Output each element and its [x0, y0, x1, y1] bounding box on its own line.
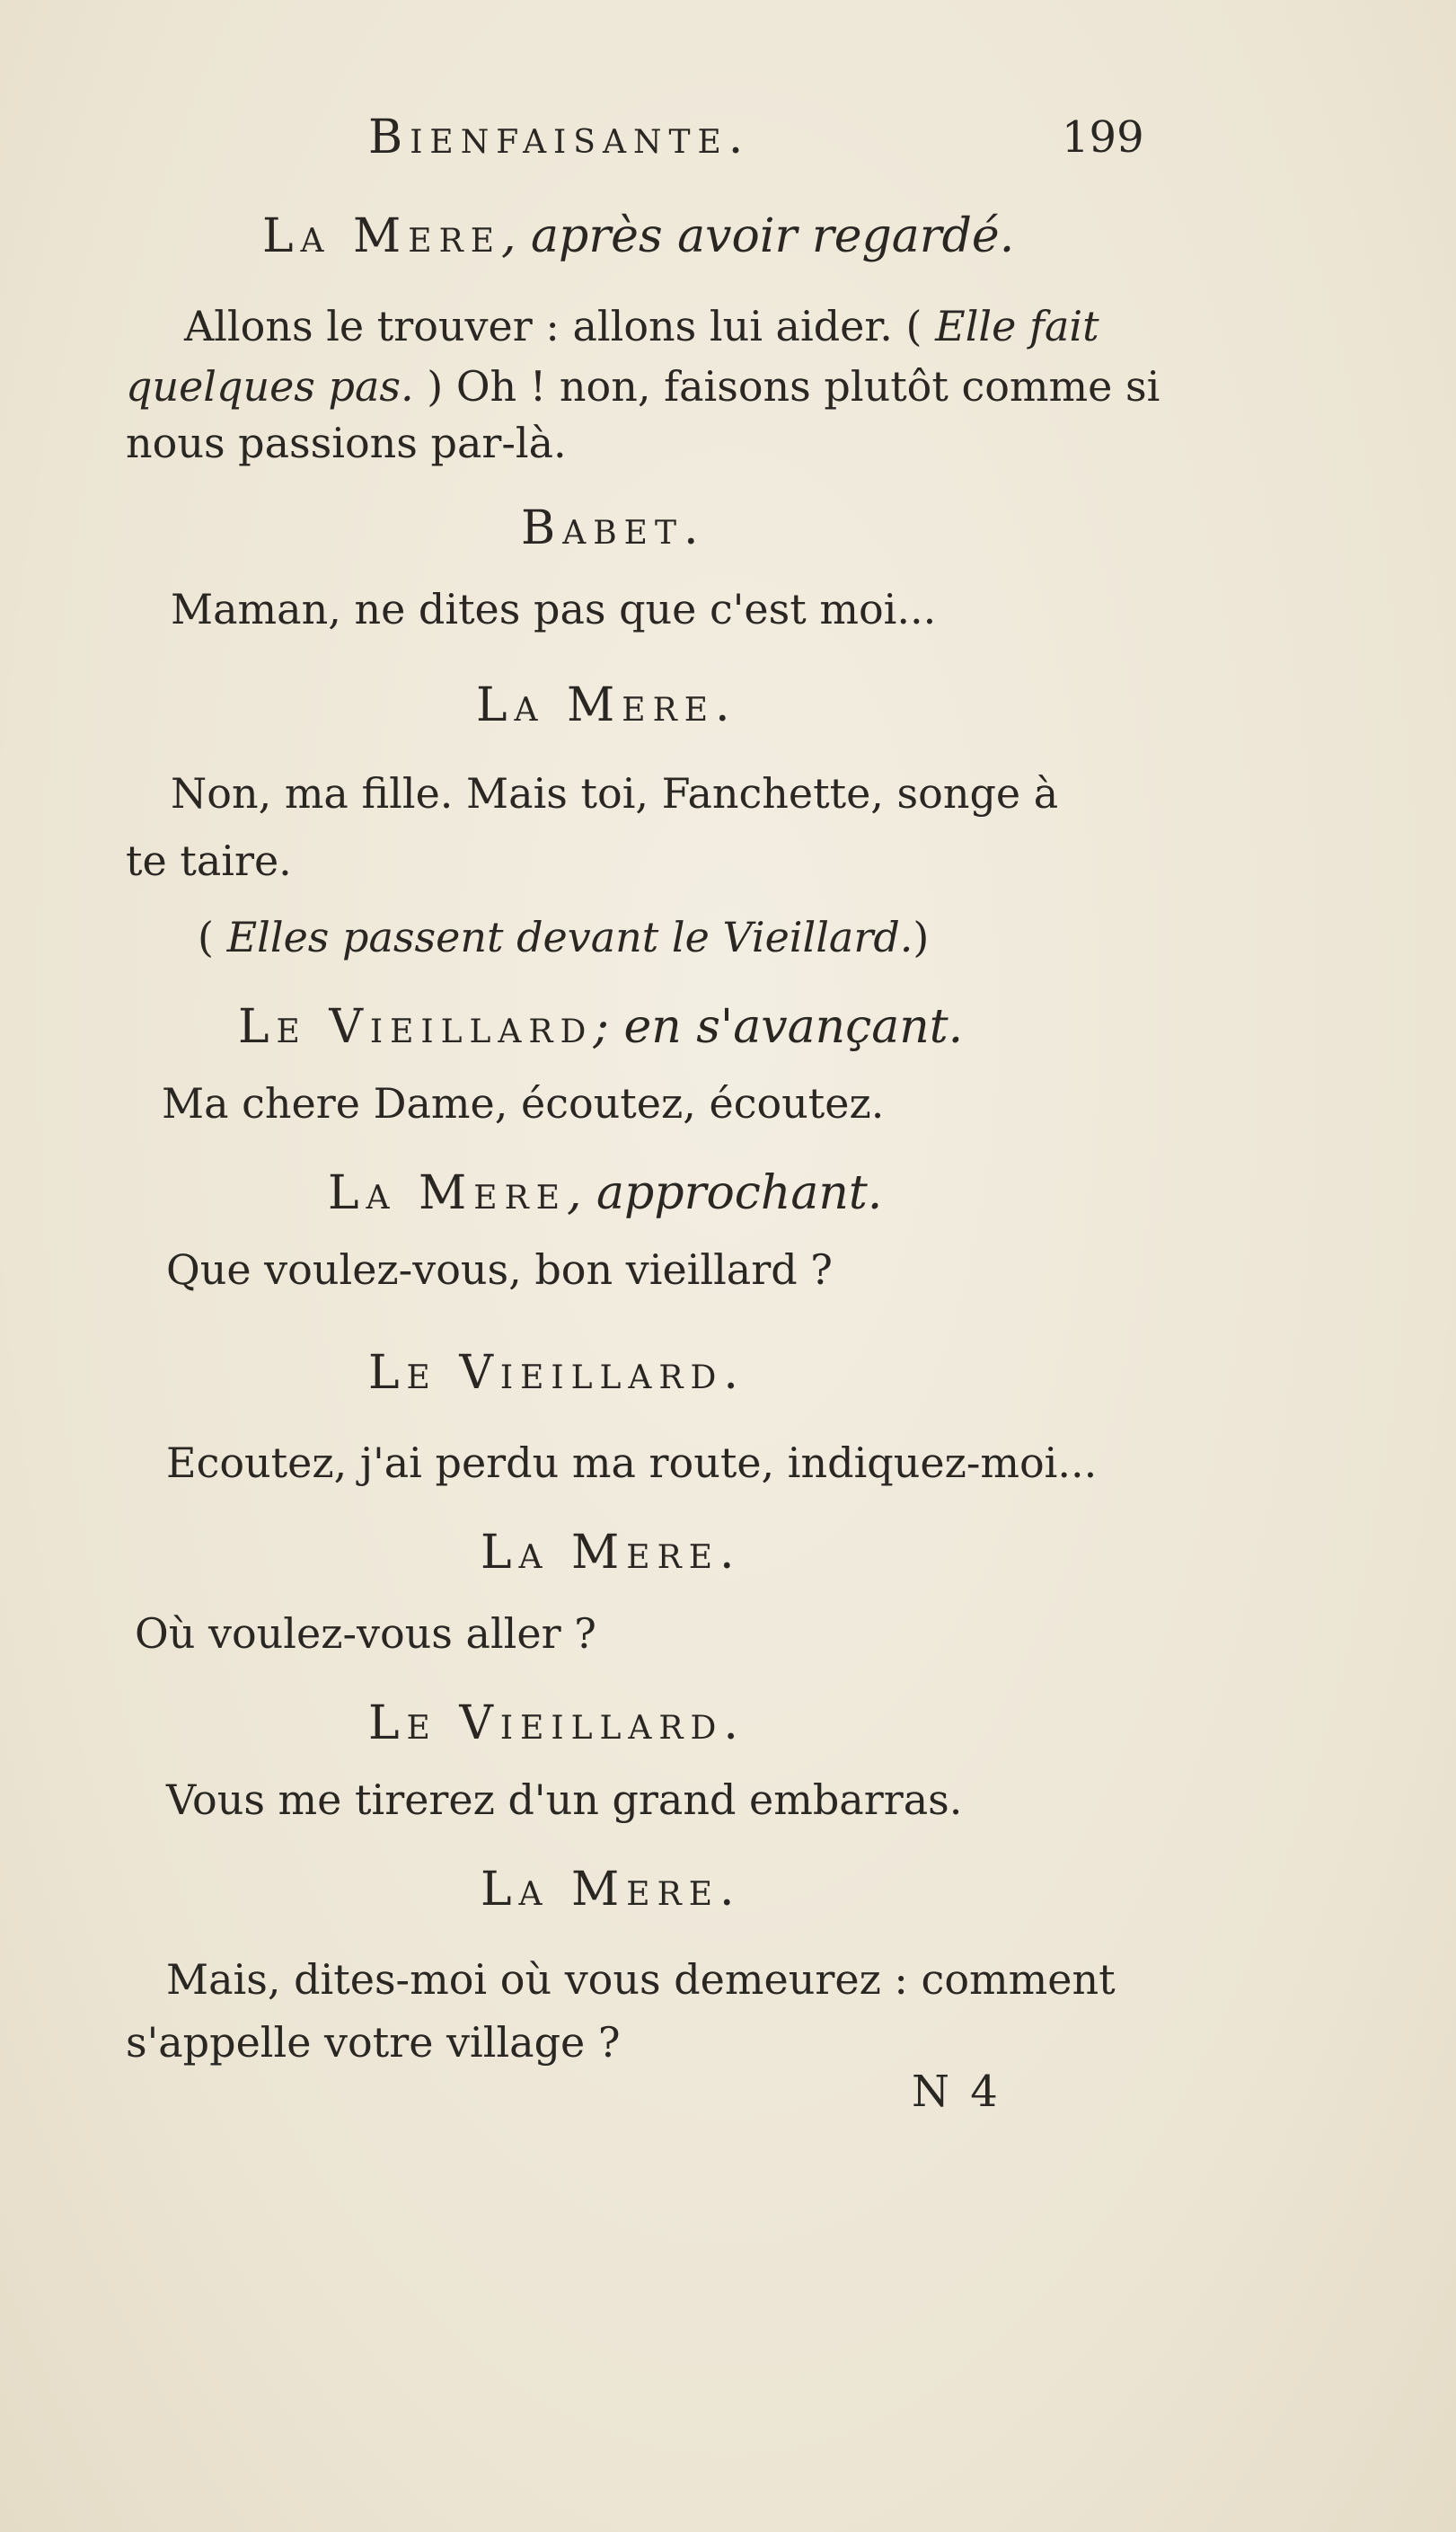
speaker-name: La Mere. — [481, 1863, 742, 1917]
speaker-name: Le Vieillard. — [368, 1696, 746, 1750]
speech-line — [184, 301, 1099, 351]
speech-text: ( — [198, 913, 227, 961]
stage-direction-line — [198, 912, 929, 962]
speech-line — [166, 1244, 833, 1295]
speaker-name: Le Vieillard. — [368, 1346, 746, 1400]
stage-direction: , après avoir regardé. — [500, 209, 1015, 263]
speech-text: Que voulez-vous, bon vieillard ? — [166, 1245, 833, 1294]
speech-line — [126, 2017, 621, 2067]
speech-line — [171, 584, 936, 634]
speech-line — [166, 1954, 1116, 2005]
speaker-name: La Mere — [262, 209, 501, 263]
speaker-heading — [238, 1002, 963, 1052]
italic-text: Elles passent devant le Vieillard. — [226, 913, 913, 961]
speech-line — [166, 1438, 1097, 1488]
speech-text: ) — [913, 913, 930, 961]
speech-text: Où voulez-vous aller ? — [135, 1609, 596, 1658]
signature-mark: N 4 — [912, 2067, 1002, 2117]
speaker-name: La Mere — [328, 1166, 567, 1220]
speaker-heading — [328, 1168, 882, 1218]
speech-text: nous passions par-là. — [126, 419, 567, 467]
speech-line — [171, 768, 1058, 819]
speech-line — [135, 1608, 596, 1659]
speech-line — [166, 1775, 962, 1825]
speech-text: ) Oh ! non, faisons plutôt comme si — [413, 362, 1160, 411]
speaker-name: Babet. — [521, 501, 706, 555]
speech-text: s'appelle votre village ? — [126, 2018, 621, 2067]
speech-line — [162, 1078, 884, 1129]
running-header-title: Bienfaisante. — [368, 111, 751, 164]
speaker-heading — [481, 1864, 742, 1915]
italic-text: quelques pas. — [126, 362, 414, 411]
page-number: 199 — [1062, 112, 1144, 163]
speech-text: Ecoutez, j'ai perdu ma route, indiquez-moi... — [166, 1439, 1098, 1487]
speech-text: Mais, dites-moi où vous demeurez : comment — [166, 1955, 1116, 2004]
speaker-name: La Mere. — [481, 1526, 742, 1580]
speech-text: Vous me tirerez d'un grand embarras. — [166, 1775, 963, 1824]
speaker-heading — [481, 1527, 742, 1578]
stage-direction: ; en s'avançant. — [593, 1000, 964, 1054]
speech-text: Non, ma fille. Mais toi, Fanchette, songe à — [171, 769, 1059, 818]
speech-line — [126, 418, 567, 468]
speech-text: Ma chere Dame, écoutez, écoutez. — [162, 1079, 885, 1128]
speech-line — [126, 361, 1160, 412]
speaker-heading — [262, 211, 1014, 261]
speaker-heading — [368, 1348, 746, 1398]
speaker-heading — [476, 680, 737, 730]
speaker-name: Le Vieillard — [238, 1000, 594, 1054]
speech-text: te taire. — [126, 837, 292, 885]
speaker-heading — [521, 503, 706, 553]
speech-line — [126, 836, 292, 886]
speech-text: Maman, ne dites pas que c'est moi... — [171, 585, 937, 633]
speaker-name: La Mere. — [476, 678, 737, 732]
stage-direction: , approchant. — [566, 1166, 883, 1220]
speaker-heading — [368, 1698, 746, 1748]
italic-text: Elle fait — [935, 302, 1099, 350]
speech-text: Allons le trouver : allons lui aider. ( — [184, 302, 936, 350]
